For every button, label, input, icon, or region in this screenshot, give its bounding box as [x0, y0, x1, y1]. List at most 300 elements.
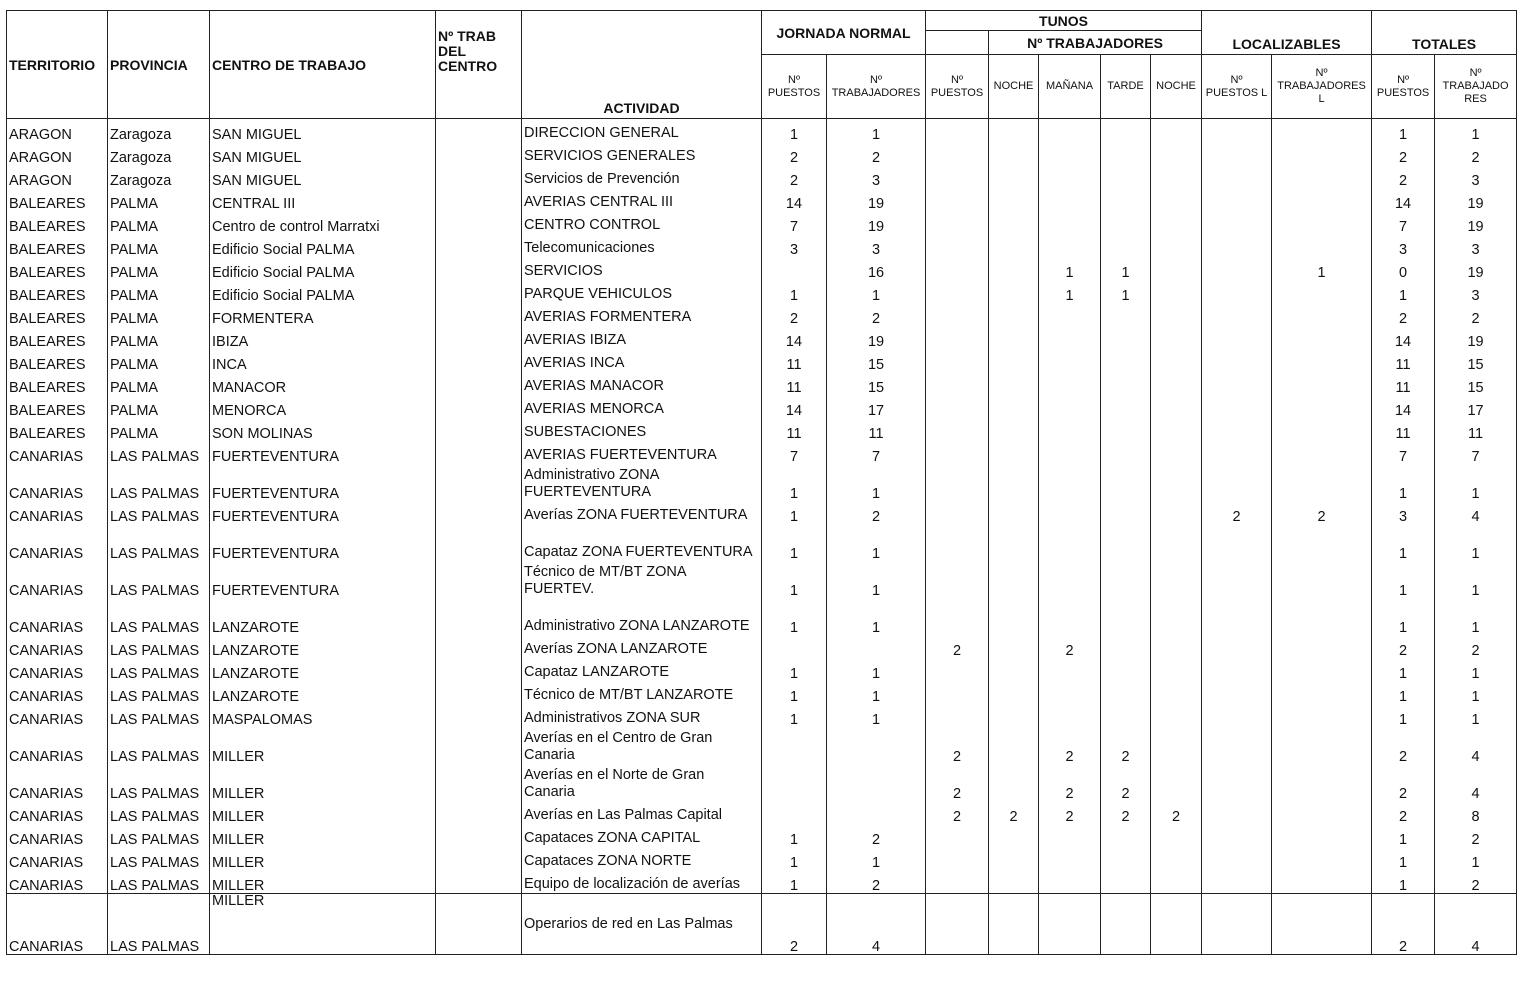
cell-tot-puestos: 1	[1372, 280, 1435, 303]
cell-l-puestos	[1202, 418, 1272, 441]
cell-l-puestos	[1202, 280, 1272, 303]
cell-t-puestos	[926, 870, 989, 894]
cell-t-noche	[989, 372, 1039, 395]
cell-centro-de-trabajo: MILLER	[210, 870, 436, 894]
table-row	[7, 824, 1517, 847]
cell-t-manana	[1039, 418, 1101, 441]
cell-t-puestos: 2	[926, 764, 989, 801]
header-t-noche: NOCHE	[989, 55, 1039, 119]
cell-l-trabajadores	[1272, 561, 1372, 598]
cell-jn-puestos	[762, 635, 827, 658]
cell-l-puestos	[1202, 847, 1272, 870]
cell-centro-de-trabajo: SAN MIGUEL	[210, 119, 436, 143]
cell-t-puestos	[926, 598, 989, 635]
cell-jn-trabajadores: 15	[827, 349, 926, 372]
table-row	[7, 142, 1517, 165]
cell-l-trabajadores	[1272, 824, 1372, 847]
cell-tot-trabajadores: 2	[1435, 635, 1517, 658]
cell-t-noche-2	[1151, 658, 1202, 681]
cell-t-manana: 1	[1039, 280, 1101, 303]
table-row	[7, 501, 1517, 524]
cell-l-puestos	[1202, 326, 1272, 349]
cell-territorio: BALEARES	[7, 280, 108, 303]
cell-tot-trabajadores: 1	[1435, 847, 1517, 870]
cell-t-noche	[989, 561, 1039, 598]
cell-centro-de-trabajo: FORMENTERA	[210, 303, 436, 326]
cell-territorio: BALEARES	[7, 234, 108, 257]
cell-t-noche	[989, 598, 1039, 635]
cell-jn-puestos: 1	[762, 658, 827, 681]
cell-provincia: LAS PALMAS	[108, 441, 210, 464]
cell-tot-puestos: 2	[1372, 165, 1435, 188]
cell-t-noche	[989, 165, 1039, 188]
cell-tot-puestos: 7	[1372, 211, 1435, 234]
cell-actividad: DIRECCION GENERAL	[522, 119, 762, 143]
header-territorio: TERRITORIO	[7, 11, 108, 119]
cell-jn-trabajadores: 2	[827, 501, 926, 524]
table-body	[7, 119, 1517, 955]
table-row	[7, 119, 1517, 143]
table-row	[7, 635, 1517, 658]
cell-provincia: PALMA	[108, 234, 210, 257]
cell-t-puestos	[926, 142, 989, 165]
cell-t-noche-2	[1151, 598, 1202, 635]
cell-jn-puestos	[762, 257, 827, 280]
cell-n-trab-centro	[436, 894, 522, 955]
cell-t-noche-2	[1151, 234, 1202, 257]
cell-centro-de-trabajo: LANZAROTE	[210, 658, 436, 681]
cell-l-trabajadores	[1272, 801, 1372, 824]
cell-actividad: PARQUE VEHICULOS	[522, 280, 762, 303]
cell-n-trab-centro	[436, 234, 522, 257]
cell-n-trab-centro	[436, 303, 522, 326]
cell-actividad: Capataces ZONA CAPITAL	[522, 824, 762, 847]
cell-territorio: CANARIAS	[7, 658, 108, 681]
cell-provincia: LAS PALMAS	[108, 764, 210, 801]
cell-t-noche	[989, 119, 1039, 143]
cell-t-noche-2	[1151, 681, 1202, 704]
cell-provincia: PALMA	[108, 326, 210, 349]
cell-provincia: LAS PALMAS	[108, 635, 210, 658]
cell-tot-trabajadores: 1	[1435, 681, 1517, 704]
cell-provincia: PALMA	[108, 280, 210, 303]
cell-t-puestos	[926, 561, 989, 598]
cell-n-trab-centro	[436, 801, 522, 824]
cell-jn-puestos: 11	[762, 349, 827, 372]
cell-territorio: CANARIAS	[7, 441, 108, 464]
cell-t-noche	[989, 524, 1039, 561]
cell-t-tarde	[1101, 658, 1151, 681]
cell-tot-puestos: 14	[1372, 326, 1435, 349]
cell-n-trab-centro	[436, 142, 522, 165]
cell-territorio: BALEARES	[7, 257, 108, 280]
cell-territorio: ARAGON	[7, 142, 108, 165]
cell-tot-puestos: 2	[1372, 635, 1435, 658]
cell-jn-trabajadores: 19	[827, 211, 926, 234]
cell-t-puestos	[926, 257, 989, 280]
cell-t-manana	[1039, 824, 1101, 847]
cell-territorio: CANARIAS	[7, 501, 108, 524]
cell-t-puestos	[926, 234, 989, 257]
cell-t-tarde	[1101, 501, 1151, 524]
cell-n-trab-centro	[436, 395, 522, 418]
cell-t-manana	[1039, 188, 1101, 211]
cell-tot-trabajadores: 4	[1435, 727, 1517, 764]
cell-jn-puestos	[762, 801, 827, 824]
cell-territorio: CANARIAS	[7, 847, 108, 870]
cell-t-noche	[989, 658, 1039, 681]
cell-n-trab-centro	[436, 658, 522, 681]
cell-centro-de-trabajo: MANACOR	[210, 372, 436, 395]
cell-l-puestos	[1202, 524, 1272, 561]
cell-n-trab-centro	[436, 870, 522, 894]
cell-provincia: LAS PALMAS	[108, 524, 210, 561]
cell-tot-puestos: 2	[1372, 727, 1435, 764]
cell-t-tarde	[1101, 464, 1151, 501]
cell-l-trabajadores	[1272, 142, 1372, 165]
cell-t-noche-2	[1151, 142, 1202, 165]
cell-t-puestos	[926, 464, 989, 501]
cell-tot-trabajadores: 4	[1435, 764, 1517, 801]
header-centro-de-trabajo: CENTRO DE TRABAJO	[210, 11, 436, 119]
cell-tot-trabajadores: 1	[1435, 704, 1517, 727]
cell-t-noche-2	[1151, 524, 1202, 561]
cell-n-trab-centro	[436, 704, 522, 727]
cell-centro-de-trabajo: Edificio Social PALMA	[210, 280, 436, 303]
cell-t-manana	[1039, 501, 1101, 524]
cell-territorio: CANARIAS	[7, 824, 108, 847]
cell-l-puestos	[1202, 441, 1272, 464]
cell-territorio: CANARIAS	[7, 464, 108, 501]
cell-provincia: LAS PALMAS	[108, 561, 210, 598]
cell-l-trabajadores	[1272, 418, 1372, 441]
cell-actividad: Técnico de MT/BT ZONA FUERTEV.	[522, 561, 762, 598]
cell-provincia: PALMA	[108, 349, 210, 372]
cell-tot-trabajadores: 19	[1435, 257, 1517, 280]
cell-n-trab-centro	[436, 257, 522, 280]
cell-t-noche-2	[1151, 280, 1202, 303]
cell-actividad: SERVICIOS GENERALES	[522, 142, 762, 165]
cell-t-puestos	[926, 681, 989, 704]
cell-tot-trabajadores: 3	[1435, 280, 1517, 303]
cell-tot-puestos: 14	[1372, 188, 1435, 211]
cell-n-trab-centro	[436, 326, 522, 349]
cell-tot-puestos: 0	[1372, 257, 1435, 280]
cell-t-manana	[1039, 658, 1101, 681]
cell-l-puestos	[1202, 119, 1272, 143]
cell-t-noche-2	[1151, 847, 1202, 870]
cell-centro-de-trabajo: MILLER	[210, 801, 436, 824]
cell-provincia: LAS PALMAS	[108, 658, 210, 681]
cell-tot-puestos: 1	[1372, 561, 1435, 598]
cell-jn-puestos: 1	[762, 824, 827, 847]
table-row	[7, 349, 1517, 372]
cell-provincia: LAS PALMAS	[108, 681, 210, 704]
cell-territorio: BALEARES	[7, 372, 108, 395]
cell-t-tarde	[1101, 165, 1151, 188]
cell-t-manana	[1039, 349, 1101, 372]
cell-t-noche	[989, 501, 1039, 524]
cell-n-trab-centro	[436, 349, 522, 372]
cell-jn-trabajadores: 2	[827, 824, 926, 847]
cell-t-noche-2	[1151, 894, 1202, 955]
cell-t-noche	[989, 464, 1039, 501]
cell-l-puestos	[1202, 349, 1272, 372]
cell-t-tarde	[1101, 704, 1151, 727]
cell-jn-trabajadores: 2	[827, 303, 926, 326]
cell-t-puestos	[926, 119, 989, 143]
table-row	[7, 561, 1517, 598]
cell-jn-puestos: 1	[762, 561, 827, 598]
cell-territorio: CANARIAS	[7, 727, 108, 764]
cell-provincia: LAS PALMAS	[108, 824, 210, 847]
cell-tot-trabajadores: 2	[1435, 142, 1517, 165]
cell-t-noche-2	[1151, 561, 1202, 598]
cell-centro-de-trabajo: MILLER	[210, 764, 436, 801]
cell-actividad: Operarios de red en Las Palmas	[522, 894, 762, 955]
cell-jn-trabajadores: 1	[827, 598, 926, 635]
cell-tot-trabajadores: 15	[1435, 372, 1517, 395]
cell-l-trabajadores	[1272, 326, 1372, 349]
cell-tot-puestos: 1	[1372, 870, 1435, 894]
cell-jn-trabajadores: 4	[827, 894, 926, 955]
cell-tot-puestos: 1	[1372, 681, 1435, 704]
cell-jn-puestos: 11	[762, 418, 827, 441]
cell-jn-trabajadores: 11	[827, 418, 926, 441]
cell-t-manana	[1039, 847, 1101, 870]
cell-t-manana: 2	[1039, 727, 1101, 764]
cell-jn-trabajadores: 19	[827, 326, 926, 349]
cell-jn-trabajadores: 1	[827, 561, 926, 598]
cell-territorio: CANARIAS	[7, 561, 108, 598]
cell-n-trab-centro	[436, 681, 522, 704]
cell-actividad: Averías ZONA FUERTEVENTURA	[522, 501, 762, 524]
cell-centro-de-trabajo: FUERTEVENTURA	[210, 441, 436, 464]
cell-t-noche: 2	[989, 801, 1039, 824]
cell-l-trabajadores	[1272, 395, 1372, 418]
table-row	[7, 395, 1517, 418]
cell-n-trab-centro	[436, 524, 522, 561]
cell-t-noche	[989, 894, 1039, 955]
cell-t-noche	[989, 303, 1039, 326]
cell-jn-puestos: 2	[762, 165, 827, 188]
cell-t-manana: 2	[1039, 635, 1101, 658]
cell-tot-puestos: 1	[1372, 598, 1435, 635]
cell-t-puestos	[926, 188, 989, 211]
cell-centro-de-trabajo: Edificio Social PALMA	[210, 234, 436, 257]
cell-jn-puestos: 1	[762, 501, 827, 524]
cell-t-tarde	[1101, 188, 1151, 211]
cell-provincia: LAS PALMAS	[108, 847, 210, 870]
cell-t-tarde	[1101, 870, 1151, 894]
cell-t-tarde	[1101, 524, 1151, 561]
cell-n-trab-centro	[436, 561, 522, 598]
cell-t-noche-2	[1151, 211, 1202, 234]
cell-n-trab-centro	[436, 418, 522, 441]
cell-centro-de-trabajo: FUERTEVENTURA	[210, 561, 436, 598]
cell-t-tarde	[1101, 349, 1151, 372]
cell-l-trabajadores: 2	[1272, 501, 1372, 524]
cell-t-manana	[1039, 165, 1101, 188]
cell-n-trab-centro	[436, 165, 522, 188]
cell-jn-puestos: 2	[762, 894, 827, 955]
cell-jn-puestos: 14	[762, 188, 827, 211]
cell-l-puestos: 2	[1202, 501, 1272, 524]
cell-territorio: BALEARES	[7, 303, 108, 326]
cell-t-tarde	[1101, 441, 1151, 464]
cell-actividad: Administrativo ZONA LANZAROTE	[522, 598, 762, 635]
cell-jn-puestos: 2	[762, 303, 827, 326]
cell-tot-puestos: 3	[1372, 501, 1435, 524]
cell-t-manana: 2	[1039, 764, 1101, 801]
cell-n-trab-centro	[436, 598, 522, 635]
cell-t-noche	[989, 441, 1039, 464]
cell-t-noche-2	[1151, 303, 1202, 326]
cell-t-manana	[1039, 441, 1101, 464]
cell-t-noche-2	[1151, 501, 1202, 524]
cell-tot-puestos: 11	[1372, 418, 1435, 441]
cell-l-trabajadores	[1272, 870, 1372, 894]
header-actividad: ACTIVIDAD	[522, 11, 762, 119]
cell-centro-de-trabajo: MILLER	[210, 727, 436, 764]
cell-tot-trabajadores: 3	[1435, 165, 1517, 188]
cell-territorio: BALEARES	[7, 349, 108, 372]
cell-jn-puestos: 1	[762, 870, 827, 894]
cell-l-trabajadores	[1272, 303, 1372, 326]
cell-l-puestos	[1202, 395, 1272, 418]
cell-n-trab-centro	[436, 372, 522, 395]
cell-t-puestos: 2	[926, 635, 989, 658]
cell-provincia: PALMA	[108, 211, 210, 234]
cell-t-manana	[1039, 464, 1101, 501]
cell-actividad: Administrativo ZONA FUERTEVENTURA	[522, 464, 762, 501]
cell-jn-trabajadores: 3	[827, 165, 926, 188]
cell-t-noche	[989, 824, 1039, 847]
cell-jn-puestos: 7	[762, 441, 827, 464]
cell-tot-puestos: 1	[1372, 704, 1435, 727]
cell-l-puestos	[1202, 801, 1272, 824]
cell-jn-trabajadores: 19	[827, 188, 926, 211]
cell-jn-trabajadores: 3	[827, 234, 926, 257]
cell-territorio: CANARIAS	[7, 524, 108, 561]
cell-tot-puestos: 2	[1372, 764, 1435, 801]
cell-t-noche-2	[1151, 349, 1202, 372]
cell-centro-de-trabajo: MILLER	[210, 847, 436, 870]
cell-tot-trabajadores: 1	[1435, 658, 1517, 681]
cell-t-tarde	[1101, 894, 1151, 955]
cell-t-tarde	[1101, 372, 1151, 395]
cell-actividad: Averías en el Norte de Gran Canaria	[522, 764, 762, 801]
cell-centro-de-trabajo: MASPALOMAS	[210, 704, 436, 727]
cell-l-puestos	[1202, 681, 1272, 704]
table-row	[7, 418, 1517, 441]
header-jornada-normal: JORNADA NORMAL	[762, 11, 926, 55]
header-t-noche-2: NOCHE	[1151, 55, 1202, 119]
cell-l-trabajadores	[1272, 764, 1372, 801]
cell-t-noche	[989, 257, 1039, 280]
cell-territorio: BALEARES	[7, 418, 108, 441]
cell-tot-trabajadores: 1	[1435, 119, 1517, 143]
cell-t-puestos	[926, 658, 989, 681]
cell-jn-trabajadores: 1	[827, 119, 926, 143]
table-header	[7, 11, 1517, 119]
cell-t-noche-2	[1151, 464, 1202, 501]
cell-actividad: AVERIAS FORMENTERA	[522, 303, 762, 326]
cell-t-puestos	[926, 501, 989, 524]
cell-provincia: PALMA	[108, 303, 210, 326]
cell-l-puestos	[1202, 727, 1272, 764]
cell-centro-de-trabajo: Centro de control Marratxi	[210, 211, 436, 234]
cell-t-manana	[1039, 234, 1101, 257]
cell-t-noche-2	[1151, 257, 1202, 280]
cell-actividad: Administrativos ZONA SUR	[522, 704, 762, 727]
cell-l-trabajadores	[1272, 119, 1372, 143]
cell-jn-trabajadores: 1	[827, 847, 926, 870]
cell-jn-puestos: 3	[762, 234, 827, 257]
cell-provincia: PALMA	[108, 372, 210, 395]
cell-t-noche	[989, 704, 1039, 727]
cell-jn-trabajadores: 1	[827, 280, 926, 303]
cell-l-puestos	[1202, 303, 1272, 326]
cell-provincia: Zaragoza	[108, 142, 210, 165]
cell-jn-trabajadores: 1	[827, 681, 926, 704]
cell-tot-trabajadores: 1	[1435, 598, 1517, 635]
cell-t-puestos	[926, 395, 989, 418]
cell-t-puestos	[926, 303, 989, 326]
table-row	[7, 801, 1517, 824]
cell-t-noche	[989, 326, 1039, 349]
cell-centro-de-trabajo: FUERTEVENTURA	[210, 501, 436, 524]
cell-l-puestos	[1202, 764, 1272, 801]
cell-territorio: ARAGON	[7, 119, 108, 143]
cell-tot-trabajadores: 1	[1435, 464, 1517, 501]
cell-t-noche	[989, 635, 1039, 658]
table-row	[7, 847, 1517, 870]
cell-t-tarde	[1101, 211, 1151, 234]
cell-actividad: AVERIAS IBIZA	[522, 326, 762, 349]
cell-t-puestos	[926, 824, 989, 847]
cell-l-puestos	[1202, 211, 1272, 234]
cell-t-tarde	[1101, 824, 1151, 847]
cell-t-tarde	[1101, 681, 1151, 704]
table-row	[7, 280, 1517, 303]
cell-jn-trabajadores	[827, 727, 926, 764]
cell-tot-puestos: 11	[1372, 349, 1435, 372]
cell-tot-trabajadores: 11	[1435, 418, 1517, 441]
cell-centro-de-trabajo: INCA	[210, 349, 436, 372]
header-provincia: PROVINCIA	[108, 11, 210, 119]
cell-jn-puestos: 14	[762, 395, 827, 418]
cell-l-trabajadores	[1272, 658, 1372, 681]
cell-l-trabajadores	[1272, 635, 1372, 658]
cell-tot-trabajadores: 7	[1435, 441, 1517, 464]
cell-territorio: CANARIAS	[7, 681, 108, 704]
cell-tot-puestos: 2	[1372, 801, 1435, 824]
cell-t-manana	[1039, 561, 1101, 598]
cell-provincia: Zaragoza	[108, 119, 210, 143]
cell-provincia: LAS PALMAS	[108, 704, 210, 727]
cell-t-tarde	[1101, 561, 1151, 598]
cell-n-trab-centro	[436, 847, 522, 870]
cell-actividad: CENTRO CONTROL	[522, 211, 762, 234]
header-tunos: TUNOS	[926, 11, 1202, 31]
cell-t-noche	[989, 395, 1039, 418]
cell-t-manana	[1039, 704, 1101, 727]
cell-t-noche-2	[1151, 727, 1202, 764]
cell-t-noche-2	[1151, 870, 1202, 894]
cell-centro-de-trabajo: FUERTEVENTURA	[210, 524, 436, 561]
cell-jn-trabajadores	[827, 764, 926, 801]
